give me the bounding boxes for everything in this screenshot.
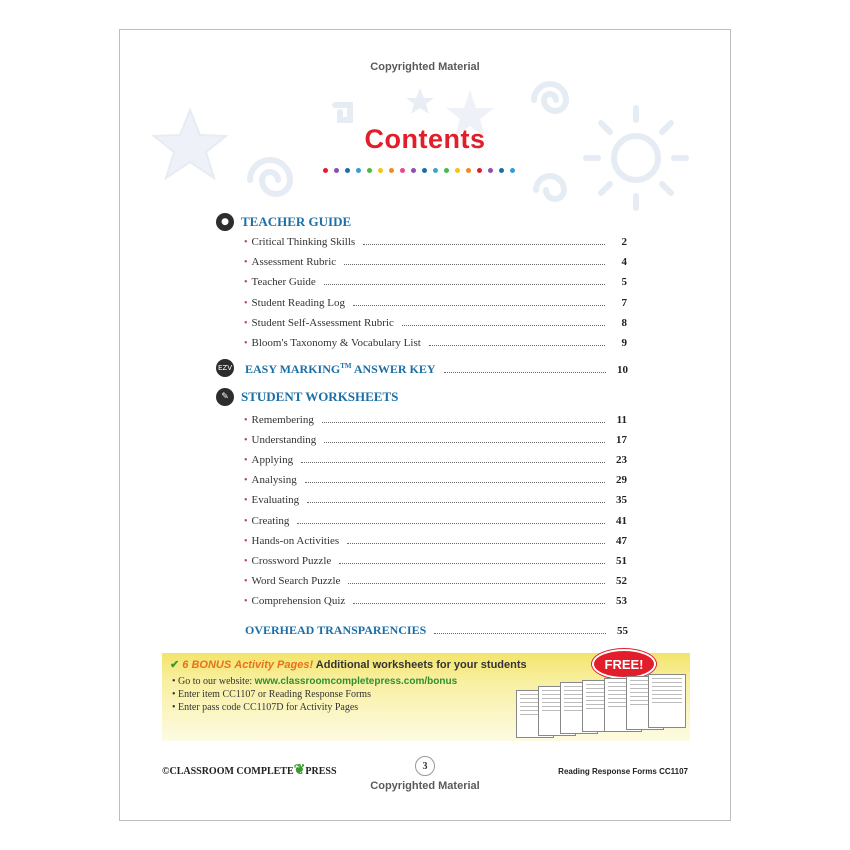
check-icon: ✔ [170, 659, 180, 671]
bullet-icon: • [244, 495, 248, 507]
toc-entry-label: Remembering [251, 414, 314, 426]
page-number: 8 [621, 316, 627, 329]
page-number: 9 [621, 337, 627, 349]
bullet-icon: • [244, 575, 248, 587]
toc-entry[interactable] [244, 494, 627, 506]
page-number: 4 [621, 256, 627, 269]
toc-entry[interactable] [244, 595, 627, 607]
toc-entry-label: Assessment Rubric [251, 256, 337, 269]
toc-entry[interactable] [244, 434, 627, 446]
divider-dot [488, 168, 493, 173]
divider-dot [422, 168, 427, 173]
toc-entry-label: Comprehension Quiz [251, 594, 346, 607]
title-dot-divider [323, 168, 515, 173]
bullet-icon: • [244, 475, 248, 487]
toc-overhead-transparencies[interactable] [245, 623, 628, 638]
footer-book-title: Reading Response Forms CC1107 [558, 767, 688, 776]
toc-entry-label: Critical Thinking Skills [251, 236, 356, 248]
bullet-icon: • [244, 237, 248, 248]
pencil-icon: ✎ [216, 388, 234, 406]
toc-entry[interactable] [244, 474, 627, 486]
divider-dot [378, 168, 383, 173]
divider-dot [455, 168, 460, 173]
toc-entry[interactable] [244, 515, 627, 527]
banner-line-3: • Enter pass code CC1107D for Activity Pages [172, 702, 359, 713]
page-number: 55 [617, 625, 628, 637]
toc-entry-label: Hands-on Activities [251, 534, 340, 547]
bullet-icon: • [244, 515, 248, 527]
toc-answer-key[interactable] [217, 362, 628, 377]
page-number: 35 [616, 494, 627, 507]
divider-dot [510, 168, 515, 173]
toc-entry[interactable] [244, 256, 627, 268]
copyright-top: Copyrighted Material [370, 61, 480, 73]
divider-dot [466, 168, 471, 173]
answer-key-label: EASY MARKING™ ANSWER KEY [245, 362, 436, 376]
page-number: 5 [621, 276, 627, 289]
divider-dot [367, 168, 372, 173]
toc-entry[interactable] [244, 555, 627, 567]
page-number-badge: 3 [415, 756, 435, 776]
page-number: 23 [616, 454, 627, 467]
toc-entry-label: Applying [251, 454, 294, 467]
section-label: TEACHER GUIDE [241, 214, 352, 229]
apple-icon: ● [216, 213, 234, 231]
toc-entry-label: Bloom's Taxonomy & Vocabulary List [251, 337, 421, 349]
divider-dot [345, 168, 350, 173]
page-number: 53 [616, 594, 627, 607]
toc-entry[interactable] [244, 454, 627, 466]
section-teacher-guide[interactable] [216, 213, 351, 231]
toc-entry-label: Student Self-Assessment Rubric [251, 316, 394, 329]
divider-dot [400, 168, 405, 173]
divider-dot [356, 168, 361, 173]
page-number: 7 [621, 296, 627, 309]
bullet-icon: • [244, 435, 248, 447]
page-number: 17 [616, 434, 627, 447]
bullet-icon: • [244, 555, 248, 567]
toc-entry[interactable] [244, 297, 627, 309]
section-label: STUDENT WORKSHEETS [241, 389, 399, 404]
page-number: 51 [616, 554, 627, 567]
bullet-icon: • [244, 257, 248, 269]
easy-marking-icon: EZV [216, 359, 234, 377]
divider-dot [433, 168, 438, 173]
bullet-icon: • [244, 595, 248, 607]
toc-entry-label: Analysing [251, 474, 297, 487]
bonus-url-link[interactable]: www.classroomcompletepress.com/bonus [254, 676, 458, 687]
toc-entry[interactable] [244, 535, 627, 547]
bullet-icon: • [244, 277, 248, 289]
toc-entry[interactable] [244, 414, 627, 426]
toc-entry[interactable] [244, 236, 627, 248]
divider-dot [411, 168, 416, 173]
toc-entry[interactable] [244, 575, 627, 587]
copyright-bottom: Copyrighted Material [370, 780, 480, 792]
banner-line-2: • Enter item CC1107 or Reading Response Forms [172, 689, 371, 700]
document-page [119, 29, 731, 821]
toc-entry-label: Evaluating [251, 494, 300, 507]
divider-dot [323, 168, 328, 173]
publisher-logo: ©CLASSROOM COMPLETE❦PRESS [162, 763, 337, 778]
toc-entry[interactable] [244, 337, 627, 349]
bullet-icon: • [244, 338, 248, 349]
leaf-icon: ❦ [293, 763, 306, 778]
toc-entry-label: Teacher Guide [251, 276, 316, 289]
divider-dot [389, 168, 394, 173]
toc-entry-label: Word Search Puzzle [251, 574, 341, 587]
page-number: 52 [616, 574, 627, 587]
page-number: 2 [621, 236, 627, 248]
page-number: 41 [616, 514, 627, 527]
bullet-icon: • [244, 297, 248, 309]
banner-line-1: • Go to our website: www.classroomcompletepress.com/bonus [172, 676, 458, 687]
divider-dot [477, 168, 482, 173]
page-number: 10 [617, 364, 628, 376]
toc-entry[interactable] [244, 276, 627, 288]
banner-heading: ✔ 6 BONUS Activity Pages! Additional worksheets for your students [170, 659, 527, 671]
bullet-icon: • [244, 317, 248, 329]
divider-dot [444, 168, 449, 173]
bullet-icon: • [244, 535, 248, 547]
divider-dot [334, 168, 339, 173]
toc-entry-label: Student Reading Log [251, 296, 346, 309]
page-number: 47 [616, 534, 627, 547]
toc-entry-label: Creating [251, 514, 290, 527]
free-badge: FREE! [592, 649, 656, 679]
page-number: 29 [616, 474, 627, 487]
page-number: 11 [616, 414, 627, 426]
page-title: Contents [364, 124, 486, 154]
toc-entry[interactable] [244, 317, 627, 329]
toc-entry-label: Understanding [251, 434, 317, 447]
bullet-icon: • [244, 415, 248, 426]
toc-entry-label: Crossword Puzzle [251, 554, 332, 567]
divider-dot [499, 168, 504, 173]
bullet-icon: • [244, 455, 248, 467]
section-student-worksheets[interactable] [216, 388, 398, 406]
overhead-label: OVERHEAD TRANSPARENCIES [245, 623, 427, 637]
